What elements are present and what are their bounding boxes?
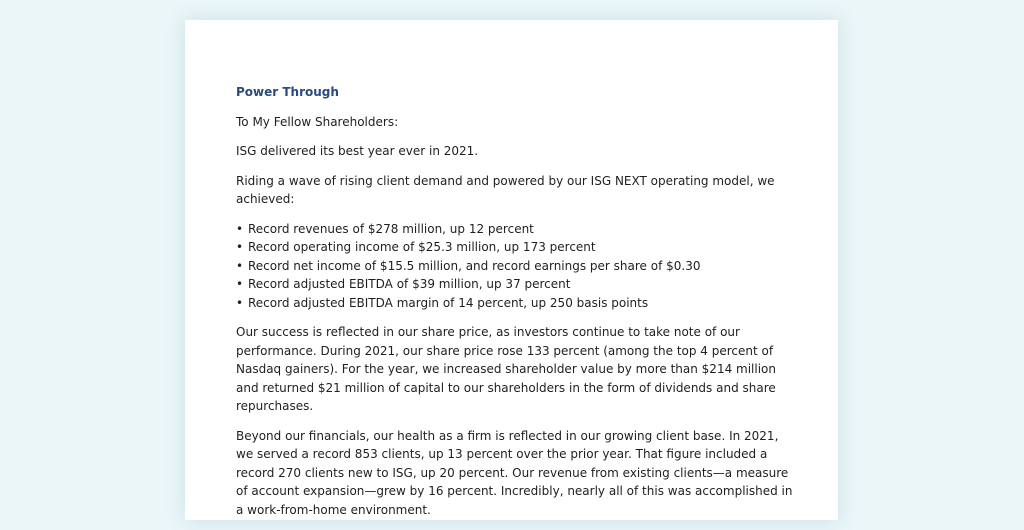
list-item bbox=[236, 257, 796, 276]
document-page bbox=[185, 20, 838, 520]
achievements-list bbox=[236, 220, 796, 313]
list-item-text: Record adjusted EBITDA of $39 million, up 37 percent bbox=[248, 277, 571, 291]
document-heading: Power Through bbox=[236, 85, 339, 99]
bullet-icon: • bbox=[236, 258, 244, 273]
list-item-text: Record operating income of $25.3 million, up 173 percent bbox=[248, 240, 596, 254]
intro-paragraph: ISG delivered its best year ever in 2021. bbox=[236, 144, 479, 158]
salutation: To My Fellow Shareholders: bbox=[236, 114, 399, 129]
bullet-icon: • bbox=[236, 240, 244, 254]
list-item-text: Record net income of $15.5 million, and record earnings per share of $0.30 bbox=[248, 258, 701, 273]
list-item-text: Record adjusted EBITDA margin of 14 percent, up 250 basis points bbox=[248, 295, 649, 310]
bullet-icon: • bbox=[236, 277, 244, 291]
achieved-intro-paragraph: Riding a wave of rising client demand and powered by our ISG NEXT operating model, we achieved: bbox=[236, 173, 775, 206]
list-item-text: Record revenues of $278 million, up 12 percent bbox=[248, 221, 534, 236]
share-price-paragraph: Our success is reflected in our share price, as investors continue to take note of our performance. During 2021, our share price rose 133 percent (among the top 4 percent of Nasdaq gainers). For the year, we increased shareholder value by more than $214 million and returned $21 million of capital to our shareholders in the form of dividends and share repurchases. bbox=[236, 325, 776, 413]
list-item bbox=[236, 238, 796, 257]
list-item bbox=[236, 294, 796, 313]
list-item bbox=[236, 220, 796, 239]
clients-paragraph: Beyond our financials, our health as a firm is reflected in our growing client base. In 2021, we served a record 853 clients, up 13 percent over the prior year. That figure included a record 270 clients new to ISG, up 20 percent. Our revenue from existing clients—a measure of account expansion—grew by 16 percent. Incredibly, nearly all of this was accomplished in a work-from-home environment. bbox=[236, 428, 793, 517]
document-content bbox=[236, 83, 796, 530]
bullet-icon: • bbox=[236, 221, 244, 236]
list-item bbox=[236, 275, 796, 294]
bullet-icon: • bbox=[236, 295, 244, 310]
